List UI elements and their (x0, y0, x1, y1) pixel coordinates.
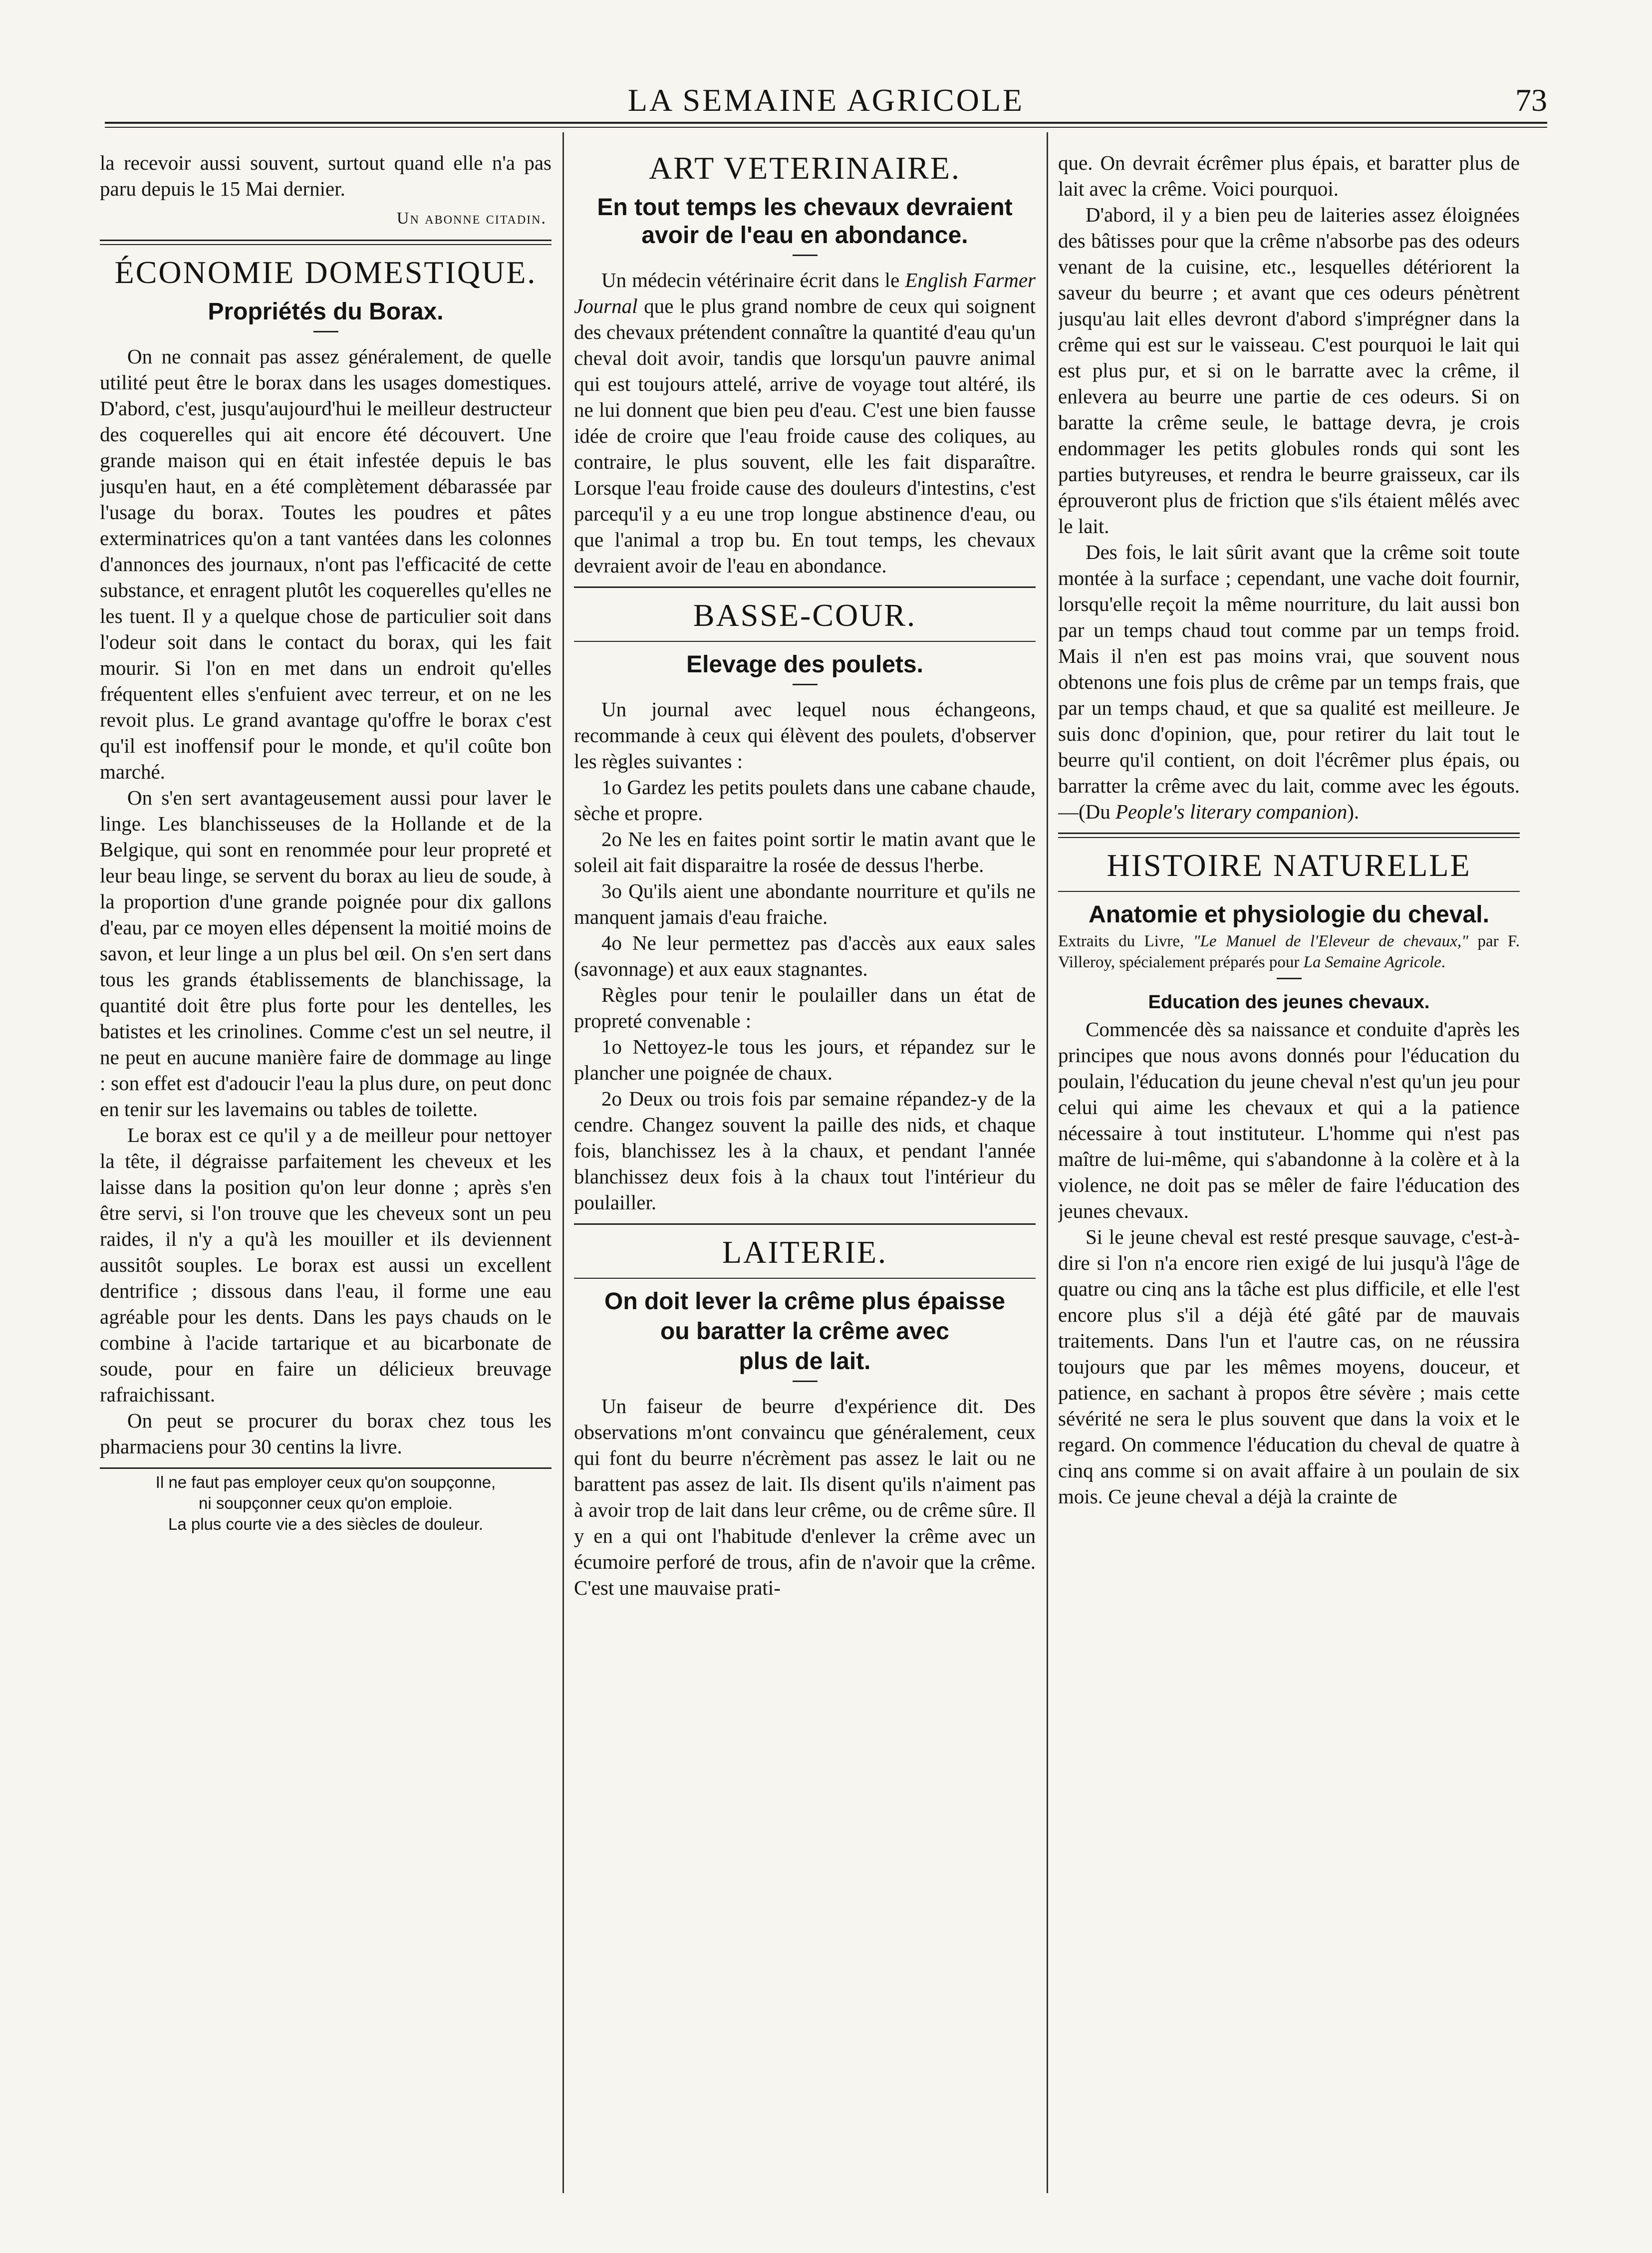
paragraph: On peut se procurer du borax chez tous les pharmaciens pour 30 centins la livre. (100, 1409, 551, 1458)
header-rule-thin (105, 127, 1547, 128)
source-title: English Farmer Journal (574, 269, 1036, 317)
section-heading: HISTOIRE NATURELLE (1106, 847, 1471, 883)
paragraph: Règles pour tenir le poulailler dans un état de propreté convenable : (574, 983, 1036, 1032)
title-dash (793, 255, 818, 256)
paragraph: 4o Ne leur permettez pas d'accès aux eaux sales (savonnage) et aux eaux stagnantes. (574, 931, 1036, 980)
section-rule-thin (574, 641, 1036, 642)
section-heading: LAITERIE. (722, 1234, 887, 1270)
newspaper-title: LA SEMAINE AGRICOLE (627, 82, 1025, 118)
section-rule-thin (100, 244, 551, 245)
title-dash (313, 331, 338, 332)
header-rule (105, 122, 1547, 124)
text: Un médecin vétérinaire écrit dans le (601, 269, 905, 291)
article-title: Elevage des poulets. (686, 651, 923, 678)
text: par F. Villeroy, spécialement préparés pour (1058, 932, 1520, 971)
article-title: En tout temps les chevaux devraient avoir de l'eau en abondance. (597, 194, 1013, 249)
column-divider (562, 132, 564, 2193)
section-heading: BASSE-COUR. (693, 597, 917, 633)
footnote: La plus courte vie a des siècles de douleur. (168, 1515, 484, 1533)
section-rule (574, 1223, 1036, 1225)
section-rule-thin (574, 1278, 1036, 1279)
footnote-rule (100, 1467, 551, 1469)
paragraph: 1o Nettoyez-le tous les jours, et répandez sur le plancher une poignée de chaux. (574, 1035, 1036, 1084)
column-2 (574, 150, 1036, 2193)
journal-title: La Semaine Agricole (1303, 953, 1441, 971)
paragraph: Si le jeune cheval est resté presque sauvage, c'est-à-dire si l'on n'a encore rien exigé de lui jusqu'à l'âge de quatre ou cinq ans la tâche est plus difficile, et elle l'est encore plus s'il a déjà été gâté par de mauvais traitements. Dans l'un et l'autre cas, on ne réussira toujours que par les mêmes moyens, douceur, et patience, en sachant à propos être sévère ; mais cette sévérité ne sera le plus souvent que dans la voix et le regard. On commence l'éducation du cheval de quatre à cinq ans comme si on avait affaire à un poulain de six mois. Ce jeune cheval a déjà la crainte de (1058, 1225, 1520, 1508)
paragraph: D'abord, il y a bien peu de laiteries assez éloignées des bâtisses pour que la crême n'absorbe pas des odeurs venant de la cuisine, etc., lesquelles détériorent la saveur du beurre ; et avant que ces odeurs pénètrent jusqu'au lait elles devront d'abord s'imprégner dans la crême qui est sur le vaisseau. C'est pourquoi le lait qui est plus pur, et si on le barratte avec la crême, il enlevera au beurre une partie de ces odeurs. Si on baratte la crême seule, le battage devra, je crois endommager les petits globules ronds qui sont les parties butyreuses, et rendra le beurre graisseux, car ils éprouveront plus de friction que s'ils étaient mêlés avec le lait. (1058, 203, 1520, 538)
paragraph: Commencée dès sa naissance et conduite d'après les principes que nous avons donnés pour l'éducation du poulain, l'éducation du jeune cheval n'est qu'un jeu pour celui qui aime les chevaux et qui a la patience nécessaire à tout instituteur. L'homme qui n'est pas maître de lui-même, qui s'abandonne à la colère et à la violence, ne doit pas se mêler de faire l'éducation des jeunes chevaux. (1058, 1018, 1520, 1222)
paragraph: 3o Qu'ils aient une abondante nourriture et qu'ils ne manquent jamais d'eau fraiche. (574, 879, 1036, 928)
section-rule (574, 586, 1036, 588)
paragraph (1058, 539, 1520, 825)
article-title-line: On doit lever la crême plus épaisse (604, 1288, 1005, 1315)
article-title-line: ou baratter la crême avec (660, 1318, 949, 1345)
text: ). (1347, 800, 1360, 823)
paragraph: Le borax est ce qu'il y a de meilleur pour nettoyer la tête, il dégraisse parfaitement les cheveux et les laisse dans la position qu'on leur donne ; après s'en être servi, si l'on trouve que les cheveux sont un peu raides, il n'y a qu'à les mouiller et ils deviennent aussitôt souples. Le borax est aussi un excellent dentrifice ; dissous dans l'eau, il forme une eau agréable pour les dents. Dans les pays chauds on le combine à l'acide tartarique et au bicarbonate de soude, pour en faire un délicieux breuvage rafraichissant. (100, 1124, 551, 1406)
paragraph: que. On devrait écrêmer plus épais, et baratter plus de lait avec la crême. Voici pourquoi. (1058, 151, 1520, 200)
title-dash (1277, 978, 1302, 979)
footnote: ni soupçonner ceux qu'on emploie. (199, 1494, 453, 1512)
signature: Un abonne citadin. (396, 209, 547, 228)
text: Extraits du Livre, (1058, 932, 1193, 950)
paragraph: 2o Deux ou trois fois par semaine répandez-y de la cendre. Changez souvent la paille des nids, et chaque fois, blanchissez les à la chaux, et pendant l'année blanchissez deux fois à la chaux tout l'intérieur du poulailler. (574, 1087, 1036, 1214)
column-1 (100, 150, 551, 2193)
paragraph (574, 267, 1036, 578)
article-title-line: plus de lait. (739, 1348, 871, 1375)
paragraph: la recevoir aussi souvent, surtout quand elle n'a pas paru depuis le 15 Mai dernier. (100, 151, 551, 200)
section-heading: ART VETERINAIRE. (649, 150, 961, 186)
footnote: Il ne faut pas employer ceux qu'on soupçonne, (155, 1473, 496, 1491)
source-note (1058, 931, 1520, 973)
article-title: Propriétés du Borax. (208, 298, 444, 325)
book-title: "Le Manuel de l'Eleveur de chevaux," (1193, 932, 1468, 950)
paragraph: On s'en sert avantageusement aussi pour laver le linge. Les blanchisseuses de la Hollande et de la Belgique, qui sont en renommée pour leur propreté et leur beau linge, se servent du borax au lieu de soude, à la proportion d'une grande poignée pour dix gallons d'eau, par ce moyen elles dépensent la moitié moins de savon, et leur linge a un plus bel œil. On s'en sert dans tous les grands établissements de blanchissage, la quantité doit être plus forte pour les dentelles, les batistes et les crinolines. Comme c'est un sel neutre, il ne peut en aucune manière faire de dommage au linge : son effet est d'adoucir l'eau la plus dure, on peut donc en tenir sur les lavemains ou tables de toilette. (100, 786, 551, 1121)
source-title: People's literary companion (1115, 800, 1348, 823)
text: Des fois, le lait sûrit avant que la crême soit toute montée à la surface ; cependant, une vache doit fournir, lorsqu'elle reçoit la même nourriture, du lait aussi bon par un temps chaud tout comme par un temps froid. Mais il n'en est pas moins vrai, que souvent nous obtenons une fois plus de crême par un temps frais, que par un temps chaud, et que sa qualité est meilleure. Je suis donc d'opinion, que, pour retirer du lait tout le beurre qu'il contient, on doit l'écrêmer plus épais, ou barratter la crême avec du lait, comme avec les égouts. —(Du (1058, 541, 1520, 823)
section-rule (1058, 833, 1520, 834)
text: . (1441, 953, 1446, 971)
section-rule (100, 240, 551, 241)
column-3 (1058, 150, 1520, 2193)
article-title: Anatomie et physiologie du cheval. (1089, 901, 1489, 928)
paragraph: Un journal avec lequel nous échangeons, recommande à ceux qui élèvent des poulets, d'observer les règles suivantes : (574, 698, 1036, 773)
section-heading: ÉCONOMIE DOMESTIQUE. (114, 255, 537, 290)
paragraph: Un faiseur de beurre d'expérience dit. Des observations m'ont convaincu que généralement, ceux qui font du beurre n'écrèment pas assez le lait ou ne barattent pas assez de lait. Ils disent qu'ils n'aiment pas à avoir trop de lait dans leur crême, ou de crême sûre. Il y en a qui ont l'habitude d'enlever la crême avec un écumoire perforé de trous, afin de n'avoir que la crême. C'est une mauvaise prati- (574, 1395, 1036, 1599)
paragraph: 1o Gardez les petits poulets dans une cabane chaude, sèche et propre. (574, 776, 1036, 825)
paragraph: 2o Ne les en faites point sortir le matin avant que le soleil ait fait disparaitre la rosée de dessus l'herbe. (574, 828, 1036, 876)
title-dash (793, 1381, 818, 1382)
paragraph: On ne connait pas assez généralement, de quelle utilité peut être le borax dans les usages domestiques. D'abord, c'est, jusqu'aujourd'hui le meilleur destructeur des coquerelles qui ait encore été découvert. Une grande maison qui en était infestée depuis le bas jusqu'en haut, en a été complètement débarassée par l'usage du borax. Toutes les poudres et pâtes exterminatrices qu'on a tant vantées dans les colonnes d'annonces des journaux, n'ont pas l'efficacité de cette substance, et enragent plutôt les coquerelles qu'elles ne les tuent. Il y a quelque chose de particulier soit dans l'odeur soit dans le contact du borax, qui les fait mourir. Si l'on en met dans un endroit qu'elles fréquentent elles s'enfuient avec terreur, et on ne les revoit plus. Le grand avantage qu'offre le borax c'est qu'il est inoffensif pour le monde, et qu'il coûte bon marché. (100, 345, 551, 783)
section-rule-thin (1058, 837, 1520, 838)
text: que le plus grand nombre de ceux qui soignent des chevaux prétendent connaître la quantité d'eau qu'un cheval doit avoir, tandis que lorsqu'un pauvre animal qui est toujours attelé, arrive de voyage tout altéré, ils ne lui donnent que bien peu d'eau. C'est une bien fausse idée de croire que l'eau froide cause des coliques, au contraire, le plus souvent, elle les fait disparaître. Lorsque l'eau froide cause des douleurs d'intestins, c'est parcequ'il y a eu une trop longue abstinence d'eau, ou que l'animal a trop bu. En tout temps, les chevaux devraient avoir de l'eau en abondance. (574, 294, 1036, 577)
column-divider (1047, 132, 1048, 2193)
title-dash (793, 684, 818, 685)
page-number: 73 (1515, 82, 1547, 118)
article-subtitle: Education des jeunes chevaux. (1148, 992, 1430, 1013)
section-rule-thin (1058, 891, 1520, 892)
page-header (105, 75, 1547, 127)
